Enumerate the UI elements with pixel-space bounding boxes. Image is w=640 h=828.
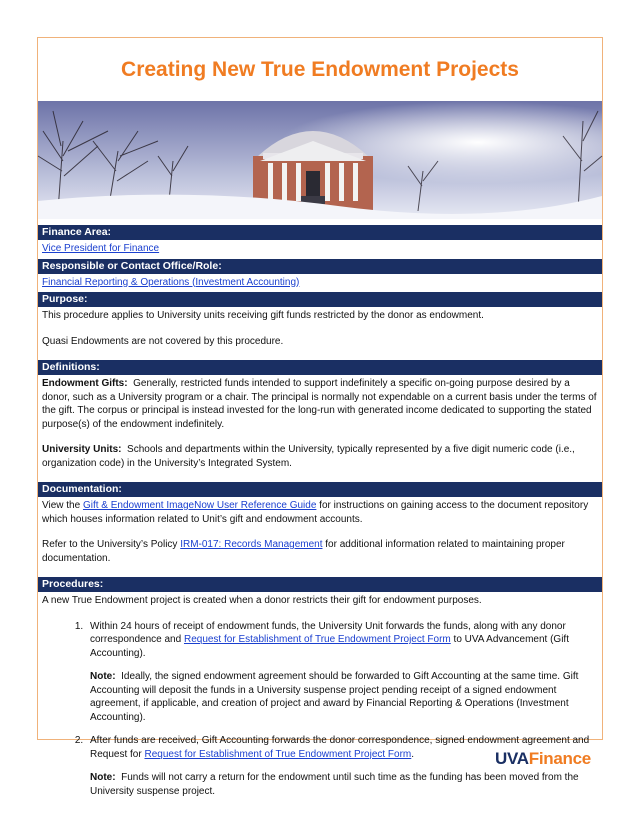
documentation-text-1: View the Gift & Endowment ImageNow User Reference Guide for instructions on gaining access to the document repository which houses information related to Unit’s gift and endowment accounts. bbox=[42, 500, 589, 525]
request-form-link-step-2[interactable]: Request for Establishment of True Endowment Project Form bbox=[144, 748, 412, 760]
purpose-heading: Purpose: bbox=[38, 292, 602, 307]
definition-university-units-text: Schools and departments within the University, typically represented by a five digit numeric code (i.e., organization code) in the University’s Integrated System. bbox=[42, 444, 575, 469]
definitions-heading: Definitions: bbox=[38, 360, 602, 375]
definition-endowment-gifts bbox=[38, 377, 602, 431]
purpose-text-2: Quasi Endowments are not covered by this procedure. bbox=[42, 335, 284, 347]
documentation-text-2: Refer to the University’s Policy IRM-017: Records Management for additional information related to maintaining proper documentation. bbox=[42, 539, 565, 564]
procedure-step-1: 1. Within 24 hours of receipt of endowment funds, the University Unit forwards the funds, along with any donor correspondence and Request for Establishment of True Endowment Project Form to UVA Advancement (Gift Accounting). Note: Ideally, the signed endowment agreement should be forwarded to Gift Accounting at the same time. Gift Accounting will deposit the funds in a University suspense project pending receipt of a signed endowment agreement, if applicable, and creation of project and award by Financial Reporting & Operations (Investment Accounting). bbox=[86, 620, 592, 725]
irm-017-policy-link[interactable]: IRM-017: Records Management bbox=[180, 539, 323, 550]
documentation-heading: Documentation: bbox=[38, 482, 602, 497]
procedure-step-2: 2. After funds are received, Gift Accounting forwards the donor correspondence, signed endowment agreement and Request for Request for Establishment of True Endowment Project Form. Note: Funds will not carry a return for the endowment until such time as the funding has been moved from the University suspense project. bbox=[86, 734, 592, 798]
procedure-step-1-note: Note: Ideally, the signed endowment agreement should be forwarded to Gift Accounting at the same time. Gift Accounting will deposit the funds in a University suspense project pending receipt of a signed endowment agreement, if applicable, and creation of project and award by Financial Reporting & Operations (Investment Accounting). bbox=[90, 671, 579, 723]
finance-area-heading: Finance Area: bbox=[38, 225, 602, 240]
page-title: Creating New True Endowment Projects bbox=[121, 58, 519, 81]
rotunda-banner-image bbox=[38, 101, 602, 219]
request-form-link-step-1[interactable]: Request for Establishment of True Endowment Project Form bbox=[183, 634, 451, 645]
procedures-intro: A new True Endowment project is created when a donor restricts their gift for endowment purposes. bbox=[42, 595, 482, 606]
definition-university-units bbox=[38, 443, 602, 470]
document-body bbox=[38, 223, 602, 808]
contact-office-link[interactable]: Financial Reporting & Operations (Investment Accounting) bbox=[42, 276, 300, 288]
imagenow-guide-link[interactable]: Gift & Endowment ImageNow User Reference Guide bbox=[82, 500, 317, 511]
procedures-heading: Procedures: bbox=[38, 577, 602, 592]
contact-heading: Responsible or Contact Office/Role: bbox=[38, 259, 602, 274]
uva-finance-logo: UVAFinance bbox=[495, 749, 591, 768]
term-university-units: University Units: bbox=[42, 444, 122, 455]
finance-area-link[interactable]: Vice President for Finance bbox=[42, 243, 160, 254]
procedure-steps bbox=[38, 620, 602, 799]
term-endowment-gifts: Endowment Gifts: bbox=[42, 378, 128, 389]
purpose-text-1: This procedure applies to University units receiving gift funds restricted by the donor as endowment. bbox=[42, 310, 484, 321]
procedure-step-2-note: Note: Funds will not carry a return for the endowment until such time as the funding has been moved from the University suspense project. bbox=[90, 772, 579, 797]
definition-endowment-gifts-text: Generally, restricted funds intended to support indefinitely a specific on-going purpose desired by a donor, such as a University program or a chair. The principal is normally not expendable on a current basis under the terms of the gift. The corpus or principal is instead invested for the long-run with generated income dedicated to supporting the stated purpose(s) of the endowment indefinitely. bbox=[42, 378, 597, 430]
